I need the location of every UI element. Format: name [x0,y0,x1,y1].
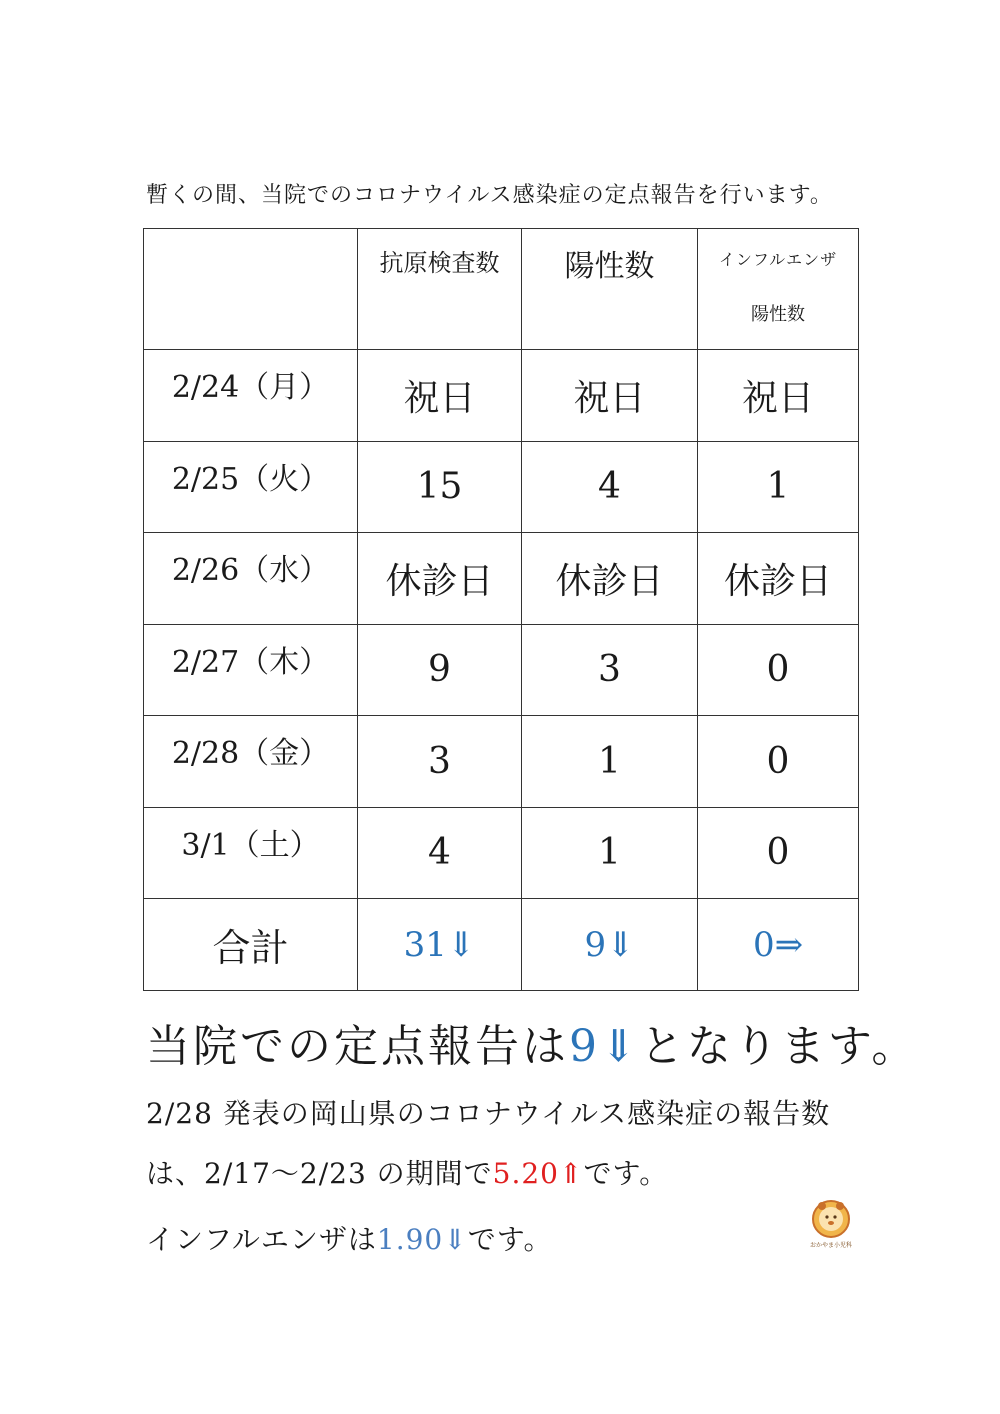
prefecture-line2-suffix: です。 [583,1157,669,1190]
row-antigen: 休診日 [358,533,522,625]
flu-value: 1.90⇓ [376,1223,468,1256]
row-flu: 0 [698,624,859,716]
prefecture-line2 [146,1152,668,1192]
total-flu: 0⇒ [698,899,859,991]
summary-prefix: 当院での定点報告は [146,1021,569,1072]
prefecture-line2-prefix: は、2/17～2/23 の期間で [146,1157,493,1190]
table-row [144,350,859,442]
table-row [144,716,859,808]
clinic-mascot-icon [798,1198,864,1240]
summary-suffix: となります。 [639,1021,919,1072]
row-positive: 1 [522,716,698,808]
row-date: 2/24（月） [144,350,358,442]
row-positive: 休診日 [522,533,698,625]
row-antigen: 4 [358,807,522,899]
row-positive: 4 [522,441,698,533]
clinic-logo [798,1198,864,1250]
row-positive: 1 [522,807,698,899]
header-flu [698,229,859,350]
row-flu: 休診日 [698,533,859,625]
intro-text: 暫くの間、当院でのコロナウイルス感染症の定点報告を行います。 [146,183,833,208]
table-row [144,533,859,625]
row-date: 2/25（火） [144,441,358,533]
prefecture-value: 5.20⇑ [492,1157,584,1190]
row-antigen: 15 [358,441,522,533]
row-positive: 祝日 [522,350,698,442]
table-row [144,807,859,899]
row-flu: 0 [698,716,859,808]
row-date: 2/26（水） [144,533,358,625]
row-positive: 3 [522,624,698,716]
row-flu: 祝日 [698,350,859,442]
header-antigen: 抗原検査数 [358,229,522,350]
summary-line [146,1010,918,1074]
row-antigen: 祝日 [358,350,522,442]
flu-prefix: インフルエンザは [146,1223,377,1256]
total-row [144,899,859,991]
row-date: 2/28（金） [144,716,358,808]
row-flu: 1 [698,441,859,533]
header-blank [144,229,358,350]
row-flu: 0 [698,807,859,899]
row-antigen: 3 [358,716,522,808]
total-positive: 9⇓ [522,899,698,991]
table-row [144,441,859,533]
row-antigen: 9 [358,624,522,716]
header-flu-line1: インフルエンザ [718,250,838,269]
report-table [143,228,859,991]
flu-line [146,1218,552,1258]
header-positive: 陽性数 [522,229,698,350]
prefecture-line1: 2/28 発表の岡山県のコロナウイルス感染症の報告数 [146,1097,831,1130]
table-header-row [144,229,859,350]
row-date: 2/27（木） [144,624,358,716]
logo-caption: おかやま小児科 [809,1242,852,1249]
total-label: 合計 [144,899,358,991]
total-antigen: 31⇓ [358,899,522,991]
header-flu-line2: 陽性数 [751,304,805,325]
row-date: 3/1（土） [144,807,358,899]
flu-suffix: です。 [467,1223,553,1256]
table-row [144,624,859,716]
summary-value: 9⇓ [569,1021,640,1072]
